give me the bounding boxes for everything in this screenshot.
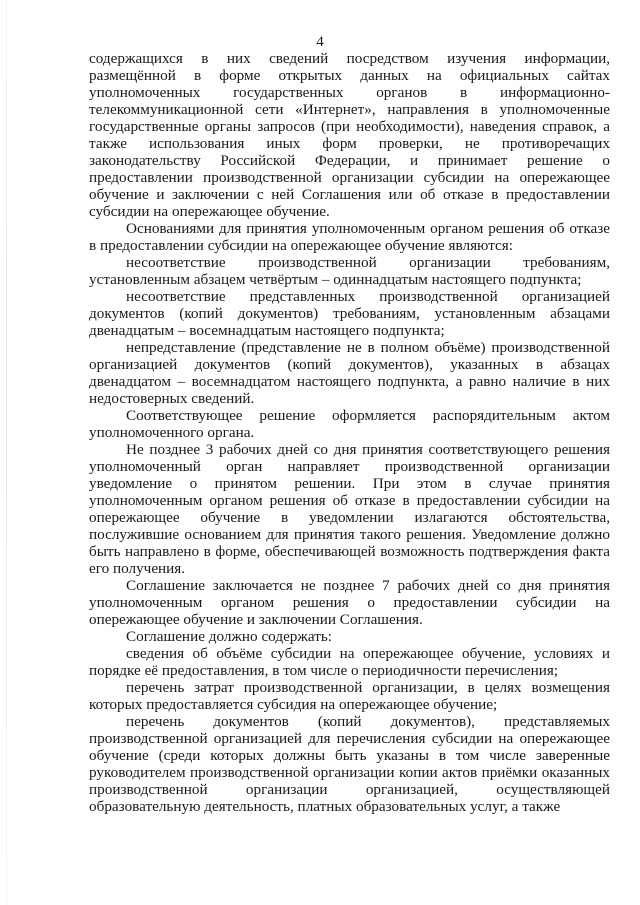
list-item: перечень затрат производственной организации, в целях возмещения которых предоставляется субсидия на опережающее обучение; <box>89 679 610 713</box>
list-item: несоответствие производственной организации требованиям, установленным абзацем четвёртым – одиннадцатым настоящего подпункта; <box>89 254 610 288</box>
paragraph: Основаниями для принятия уполномоченным органом решения об отказе в предоставлении субсидии на опережающее обучение являются: <box>89 220 610 254</box>
list-item: несоответствие представленных производственной организацией документов (копий документов) требованиям, установленным абзацами двенадцатым – восемнадцатым настоящего подпункта; <box>89 288 610 339</box>
paragraph: Соглашение заключается не позднее 7 рабочих дней со дня принятия уполномоченным органом решения о предоставлении субсидии на опережающее обучение и заключении Соглашения. <box>89 577 610 628</box>
paragraph: Не позднее 3 рабочих дней со дня принятия соответствующего решения уполномоченный орган направляет производственной организации уведомление о принятом решении. При этом в случае принятия уполномоченным органом решения об отказе в предоставлении субсидии на опережающее обучение в уведомлении излагаются обстоятельства, послужившие основанием для принятия такого решения. Уведомление должно быть направлено в форме, обеспечивающей возможность подтверждения факта его получения. <box>89 441 610 577</box>
paragraph: Соответствующее решение оформляется распорядительным актом уполномоченного органа. <box>89 407 610 441</box>
list-item: непредставление (представление не в полном объёме) производственной организацией документов (копий документов), указанных в абзацах двенадцатом – восемнадцатом настоящего подпункта, а равно наличие в них недостоверных сведений. <box>89 339 610 407</box>
paragraph: Соглашение должно содержать: <box>126 628 333 645</box>
list-item: сведения об объёме субсидии на опережающее обучение, условиях и порядке её предоставления, в том числе о периодичности перечисления; <box>89 645 610 679</box>
paragraph: содержащихся в них сведений посредством изучения информации, размещённой в форме открытых данных на официальных сайтах уполномоченных государственных органов в информационно-телекоммуникационной сети «Интернет», направления в уполномоченные государственные органы запросов (при необходимости), наведения справок, а также использования иных форм проверки, не противоречащих законодательству Российской Федерации, и принимает решение о предоставлении производственной организации субсидии на опережающее обучение и заключении с ней Соглашения или об отказе в предоставлении субсидии на опережающее обучение. <box>89 50 610 220</box>
document-body <box>89 50 610 815</box>
scan-edge <box>6 0 7 905</box>
list-item: перечень документов (копий документов), представляемых производственной организацией для перечисления субсидии на опережающее обучение (среди которых должны быть указаны в том числе заверенные руководителем производственной организации копии актов приёмки оказанных производственной организации организацией, осуществляющей образовательную деятельность, платных образовательных услуг, а также <box>89 713 610 815</box>
page-number: 4 <box>316 34 324 50</box>
